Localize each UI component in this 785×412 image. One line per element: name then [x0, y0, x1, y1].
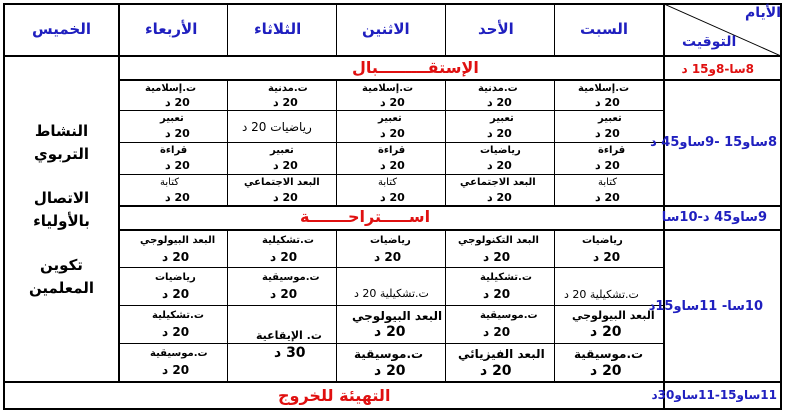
line-col — [336, 230, 337, 382]
line-row — [118, 110, 663, 111]
cell-duration: 20 د — [480, 363, 512, 379]
line-col — [554, 3, 555, 56]
cell-subject: البعد الفيزيائي — [458, 347, 545, 361]
cell-duration: 20 د — [595, 191, 620, 204]
cell-subject: تعبير — [270, 145, 294, 156]
corner-days-label: الأيام — [745, 5, 781, 21]
cell-duration: 20 د — [165, 127, 190, 140]
cell-subject: تعبير — [378, 113, 402, 124]
cell-subject: ت.إسلامية — [145, 83, 197, 94]
cell-duration: 20 د — [374, 363, 406, 379]
line-row — [118, 174, 663, 175]
cell-subject: رياضيات 20 د — [242, 120, 312, 134]
line-col — [227, 3, 228, 56]
cell-duration: 20 د — [483, 287, 511, 301]
time-late: 10سا- 11ساو15د — [648, 299, 763, 314]
cell-duration: 20 د — [162, 287, 190, 301]
day-header-mon: الاثنين — [362, 20, 410, 38]
line-col — [336, 3, 337, 56]
line-col — [227, 230, 228, 382]
cell-subject: ت.تشكيلية 20 د — [564, 288, 639, 301]
cell-subject: ت.تشكيلية — [152, 310, 204, 321]
line-col — [227, 80, 228, 206]
cell-subject: ت.تشكيلية 20 د — [354, 287, 429, 300]
cell-subject: ت.موسيقية — [574, 347, 644, 361]
cell-subject: ت.إسلامية — [578, 83, 630, 94]
cell-subject: البعد البيولوجي — [572, 309, 655, 322]
cell-duration: 20 د — [380, 191, 405, 204]
cell-subject: ت.موسيقية — [480, 310, 538, 321]
cell-duration: 20 د — [595, 127, 620, 140]
cell-subject: ت.مدنية — [268, 83, 308, 94]
cell-subject: ت.تشكيلية — [262, 235, 314, 246]
time-exit: 11ساو15-11ساو30د — [651, 388, 777, 402]
day-header-tue: الثلاثاء — [254, 20, 302, 38]
time-break: 9ساو45 د-10سا — [661, 210, 767, 225]
cell-subject: رياضيات — [370, 235, 411, 246]
cell-duration: 20 د — [270, 287, 298, 301]
cell-duration: 20 د — [487, 127, 512, 140]
cell-subject: تعبير — [598, 113, 622, 124]
cell-duration: 20 د — [165, 191, 190, 204]
cell-duration: 20 د — [595, 159, 620, 172]
cell-duration: 20 د — [165, 96, 190, 109]
cell-subject: البعد الاجتماعي — [244, 177, 320, 188]
line-row — [118, 267, 663, 268]
cell-subject: كتابة — [598, 177, 617, 188]
cell-subject: ت. الإيقاعية — [256, 329, 322, 342]
cell-duration: 20 د — [374, 324, 406, 340]
cell-subject: ت.موسيقية — [150, 348, 208, 359]
cell-duration: 20 د — [487, 191, 512, 204]
cell-subject: كتابة — [160, 177, 179, 188]
cell-subject: رياضيات — [155, 272, 196, 283]
cell-duration: 20 د — [162, 325, 190, 339]
cell-subject: رياضيات — [582, 235, 623, 246]
cell-subject: ت.موسيقية — [262, 272, 320, 283]
thu-line: الاتصال — [33, 189, 90, 207]
cell-subject: تعبير — [490, 113, 514, 124]
cell-duration: 20 د — [593, 250, 621, 264]
line-col — [118, 3, 120, 383]
line-col — [554, 230, 555, 382]
cell-duration: 20 د — [380, 159, 405, 172]
time-reception: 8سا-8و15 د — [681, 62, 754, 76]
line-break-bottom — [118, 229, 782, 231]
cell-duration: 20 د — [380, 127, 405, 140]
line-col — [445, 80, 446, 206]
corner-time-label: التوقيت — [682, 34, 737, 50]
cell-subject: ت.تشكيلية — [480, 272, 532, 283]
cell-duration: 20 د — [483, 250, 511, 264]
thu-line: النشاط — [34, 122, 89, 140]
cell-duration: 20 د — [273, 159, 298, 172]
cell-duration: 20 د — [483, 325, 511, 339]
break-banner: اســـــتراحـــــــة — [300, 207, 431, 226]
cell-subject: قراءة — [598, 145, 626, 156]
cell-duration: 20 د — [590, 363, 622, 379]
line-col — [445, 3, 446, 56]
thu-line: التربوي — [33, 144, 89, 163]
thu-line: المعلمين — [28, 278, 95, 297]
line-col — [554, 80, 555, 206]
cell-duration: 20 د — [273, 191, 298, 204]
cell-subject: قراءة — [378, 145, 406, 156]
cell-subject: البعد البيولوجي — [140, 235, 216, 246]
frame-bottom — [3, 408, 782, 410]
cell-subject: كتابة — [378, 177, 397, 188]
cell-subject: ت.موسيقية — [354, 347, 424, 361]
cell-subject: ت.مدنية — [478, 83, 518, 94]
cell-subject: البعد التكنولوجي — [458, 235, 539, 246]
day-header-wed: الأربعاء — [145, 20, 198, 38]
thu-line: بالأولياء — [33, 211, 90, 230]
cell-duration: 20 د — [380, 96, 405, 109]
thu-line: تكوين — [40, 256, 83, 274]
cell-duration: 20 د — [487, 96, 512, 109]
cell-subject: البعد الاجتماعي — [460, 177, 536, 188]
cell-duration: 20 د — [595, 96, 620, 109]
cell-duration: 20 د — [273, 96, 298, 109]
cell-subject: البعد البيولوجي — [352, 309, 443, 323]
day-header-sat: السبت — [580, 20, 629, 38]
line-break-top — [118, 205, 782, 207]
line-col — [336, 80, 337, 206]
exit-banner: التهيئة للخروج — [278, 386, 391, 405]
thursday-activities — [5, 120, 118, 299]
cell-duration: 30 د — [274, 345, 306, 361]
day-header-thu: الخميس — [32, 20, 91, 38]
cell-duration: 20 د — [374, 250, 402, 264]
cell-duration: 20 د — [270, 250, 298, 264]
cell-subject: ت.إسلامية — [362, 83, 414, 94]
line-row — [118, 343, 663, 344]
cell-subject: رياضيات — [480, 145, 521, 156]
line-col — [445, 230, 446, 382]
line-row — [118, 142, 663, 143]
cell-subject: تعبير — [160, 113, 184, 124]
cell-duration: 20 د — [162, 363, 190, 377]
day-header-sun: الأحد — [478, 20, 514, 38]
line-col — [663, 3, 665, 410]
time-morning: 8ساو15 -9ساو45 د — [650, 135, 777, 150]
cell-duration: 20 د — [162, 250, 190, 264]
cell-duration: 20 د — [590, 324, 622, 340]
cell-subject: قراءة — [160, 145, 188, 156]
line-reception-bottom — [118, 79, 782, 81]
reception-banner: الإستقـــــــــبال — [352, 58, 479, 77]
line-row — [118, 305, 663, 306]
cell-duration: 20 د — [487, 159, 512, 172]
cell-duration: 20 د — [165, 159, 190, 172]
